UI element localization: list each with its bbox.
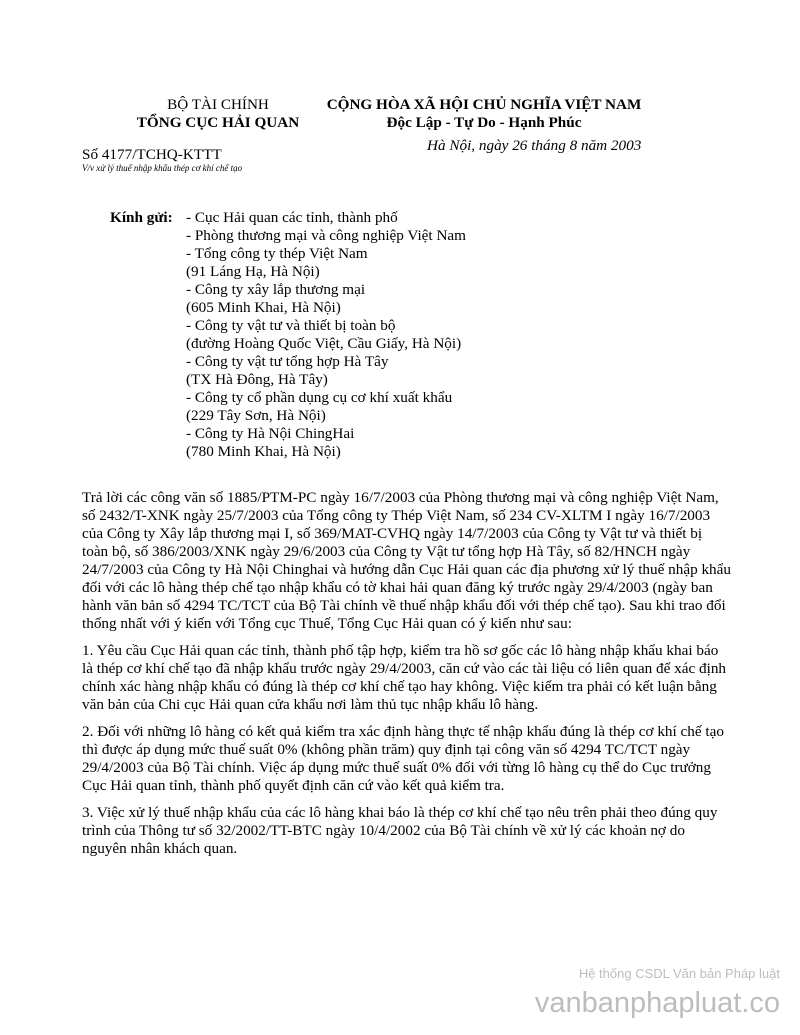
department-name: TỔNG CỤC HẢI QUAN [136,114,300,131]
body-paragraph-3: 3. Việc xử lý thuế nhập khẩu của các lô hàng khai báo là thép cơ khí chế tạo nêu trên phải theo đúng quy trình của Thông tư số 32/2002/TT-BTC ngày 10/4/2002 của Bộ Tài chính về xử lý các khoản nợ do nguyên nhân khách quan. [82,804,718,857]
recipient-line: (91 Láng Hạ, Hà Nội) [186,263,320,280]
document-number: Số 4177/TCHQ-KTTT [82,146,222,163]
country-name: CỘNG HÒA XÃ HỘI CHỦ NGHĨA VIỆT NAM [326,96,642,113]
recipient-line: - Công ty xây lắp thương mại [186,281,366,298]
recipient-line: (TX Hà Đông, Hà Tây) [186,371,328,388]
watermark-caption: Hệ thống CSDL Văn bản Pháp luật [578,966,780,981]
recipient-line: - Phòng thương mại và công nghiệp Việt Nam [186,227,466,244]
body-paragraph-2: 2. Đối với những lô hàng có kết quả kiểm tra xác định hàng thực tế nhập khẩu đúng là thép cơ khí chế tạo thì được áp dụng mức thuế suất 0% (không phần trăm) quy định tại công văn số 4294 TC/TCT ngày 29/4/2003 của Bộ Tài chính. Việc áp dụng mức thuế suất 0% đối với từng lô hàng cụ thể do Cục trưởng Cục Hải quan tỉnh, thành phố quyết định căn cứ vào kết quả kiểm tra. [82,723,724,794]
issuer-block [108,96,328,132]
body-paragraph-intro: Trả lời các công văn số 1885/PTM-PC ngày 16/7/2003 của Phòng thương mại và công nghiệp Việt Nam, số 2432/T-XNK ngày 25/7/2003 của Tổng công ty Thép Việt Nam, số 234 CV-XLTM I ngày 16/7/2003 của Công ty Xây lắp thương mại I, số 369/MAT-CVHQ ngày 14/7/2003 của Công ty Vật tư và thiết bị toàn bộ, số 386/2003/XNK ngày 29/6/2003 của Công ty Vật tư tổng hợp Hà Tây, số 82/HNCH ngày 24/7/2003 của Công ty Hà Nội Chinghai và hướng dẫn Cục Hải quan các địa phương xử lý thuế nhập khẩu đối với các lô hàng thép chế tạo nhập khẩu có tờ khai hải quan đăng ký trước ngày 29/4/2003 (ngày ban hành văn bản số 4294 TC/TCT của Bộ Tài chính về thuế nhập khẩu đối với thép chế tạo). Sau khi trao đổi thống nhất với ý kiến với Tổng cục Thuế, Tổng Cục Hải quan có ý kiến như sau: [82,489,731,632]
document-body [82,489,732,867]
recipient-line: - Công ty Hà Nội ChingHai [186,425,355,442]
watermark-site: vanbanphapluat.co [534,987,780,1019]
document-subject: V/v xử lý thuế nhập khẩu thép cơ khí chế tạo [82,163,243,173]
body-paragraph-1: 1. Yêu cầu Cục Hải quan các tỉnh, thành phố tập hợp, kiểm tra hồ sơ gốc các lô hàng nhập khẩu khai báo là thép cơ khí chế tạo đã nhập khẩu trước ngày 29/4/2003, căn cứ vào các tài liệu có liên quan để xác định chính xác hàng nhập khẩu có đúng là thép cơ khí chế tạo hay không. Việc kiểm tra phải có kết luận bằng văn bản của Chi cục Hải quan cửa khẩu nơi làm thủ tục nhập khẩu lô hàng. [82,642,727,713]
recipients-label: Kính gửi: [110,209,173,226]
recipient-line: (đường Hoàng Quốc Việt, Cầu Giấy, Hà Nội) [186,335,462,352]
recipient-line: (605 Minh Khai, Hà Nội) [186,299,341,316]
ministry-name: BỘ TÀI CHÍNH [167,96,269,113]
recipients-list [186,209,746,461]
recipient-line: - Tổng công ty thép Việt Nam [186,245,368,262]
document-date: Hà Nội, ngày 26 tháng 8 năm 2003 [427,137,642,154]
recipient-line: (229 Tây Sơn, Hà Nội) [186,407,326,424]
recipient-line: - Công ty vật tư và thiết bị toàn bộ [186,317,396,334]
recipient-line: - Công ty cổ phần dụng cụ cơ khí xuất khẩu [186,389,453,406]
national-header [314,96,654,132]
recipient-line: - Công ty vật tư tổng hợp Hà Tây [186,353,389,370]
national-motto: Độc Lập - Tự Do - Hạnh Phúc [386,114,582,131]
recipient-line: - Cục Hải quan các tỉnh, thành phố [186,209,398,226]
recipient-line: (780 Minh Khai, Hà Nội) [186,443,341,460]
watermark [480,966,780,1020]
